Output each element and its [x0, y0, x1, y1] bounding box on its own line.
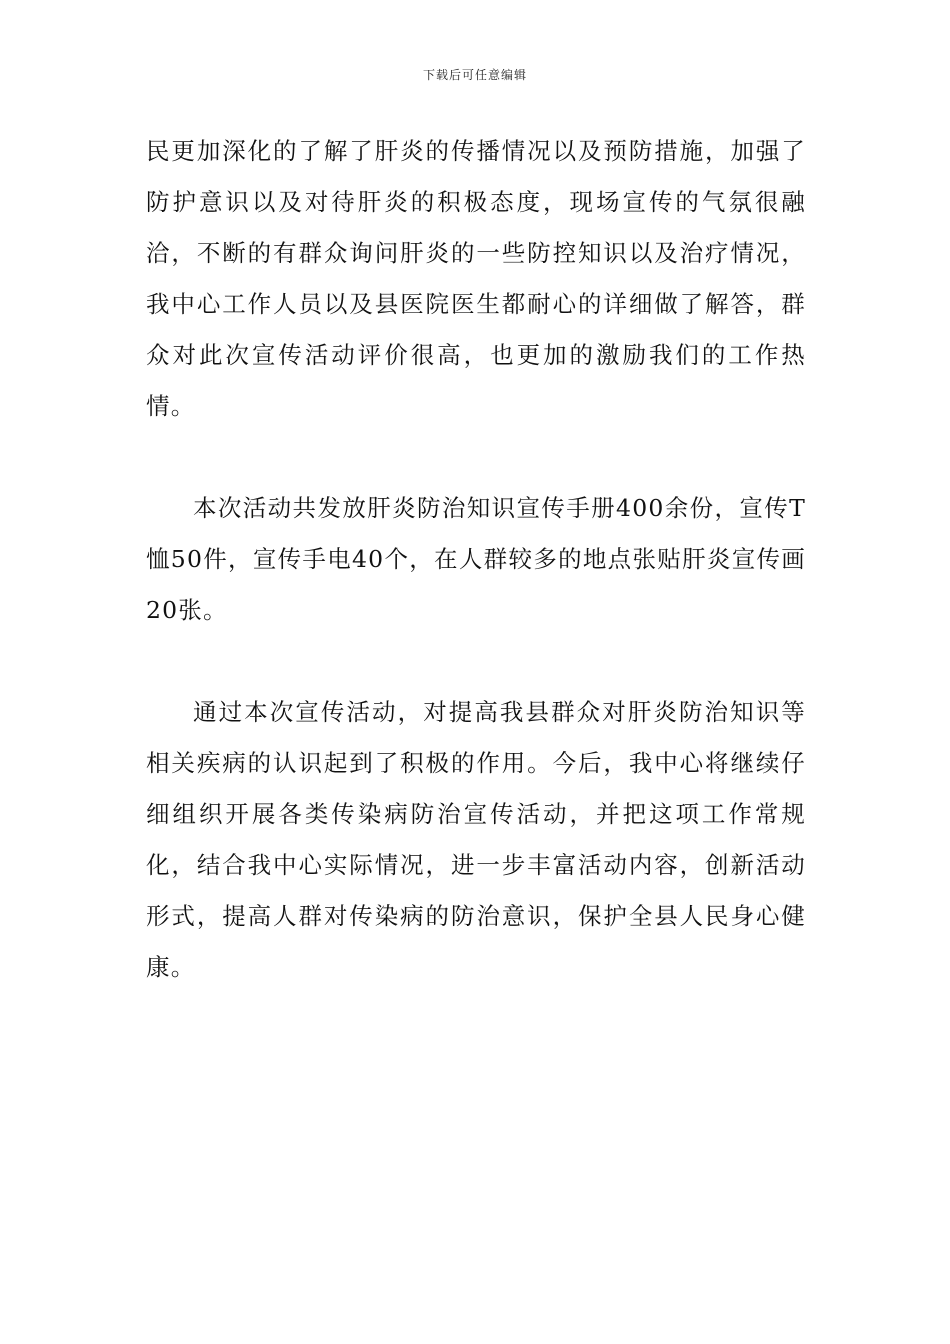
paragraph-spacer: [146, 636, 806, 687]
paragraph-spacer: [146, 432, 806, 483]
document-body: [146, 126, 806, 993]
paragraph-2: 本次活动共发放肝炎防治知识宣传手册400余份，宣传T恤50件，宣传手电40个，在人群较多的地点张贴肝炎宣传画20张。: [146, 494, 806, 624]
paragraph-1: 民更加深化的了解了肝炎的传播情况以及预防措施，加强了防护意识以及对待肝炎的积极态度，现场宣传的气氛很融洽，不断的有群众询问肝炎的一些防控知识以及治疗情况，我中心工作人员以及县医院医生都耐心的详细做了解答，群众对此次宣传活动评价很高，也更加的激励我们的工作热情。: [146, 137, 806, 420]
page-header-note: 下载后可任意编辑: [422, 68, 527, 82]
paragraph-3: 通过本次宣传活动，对提高我县群众对肝炎防治知识等相关疾病的认识起到了积极的作用。今后，我中心将继续仔细组织开展各类传染病防治宣传活动，并把这项工作常规化，结合我中心实际情况，进一步丰富活动内容，创新活动形式，提高人群对传染病的防治意识，保护全县人民身心健康。: [146, 698, 806, 981]
